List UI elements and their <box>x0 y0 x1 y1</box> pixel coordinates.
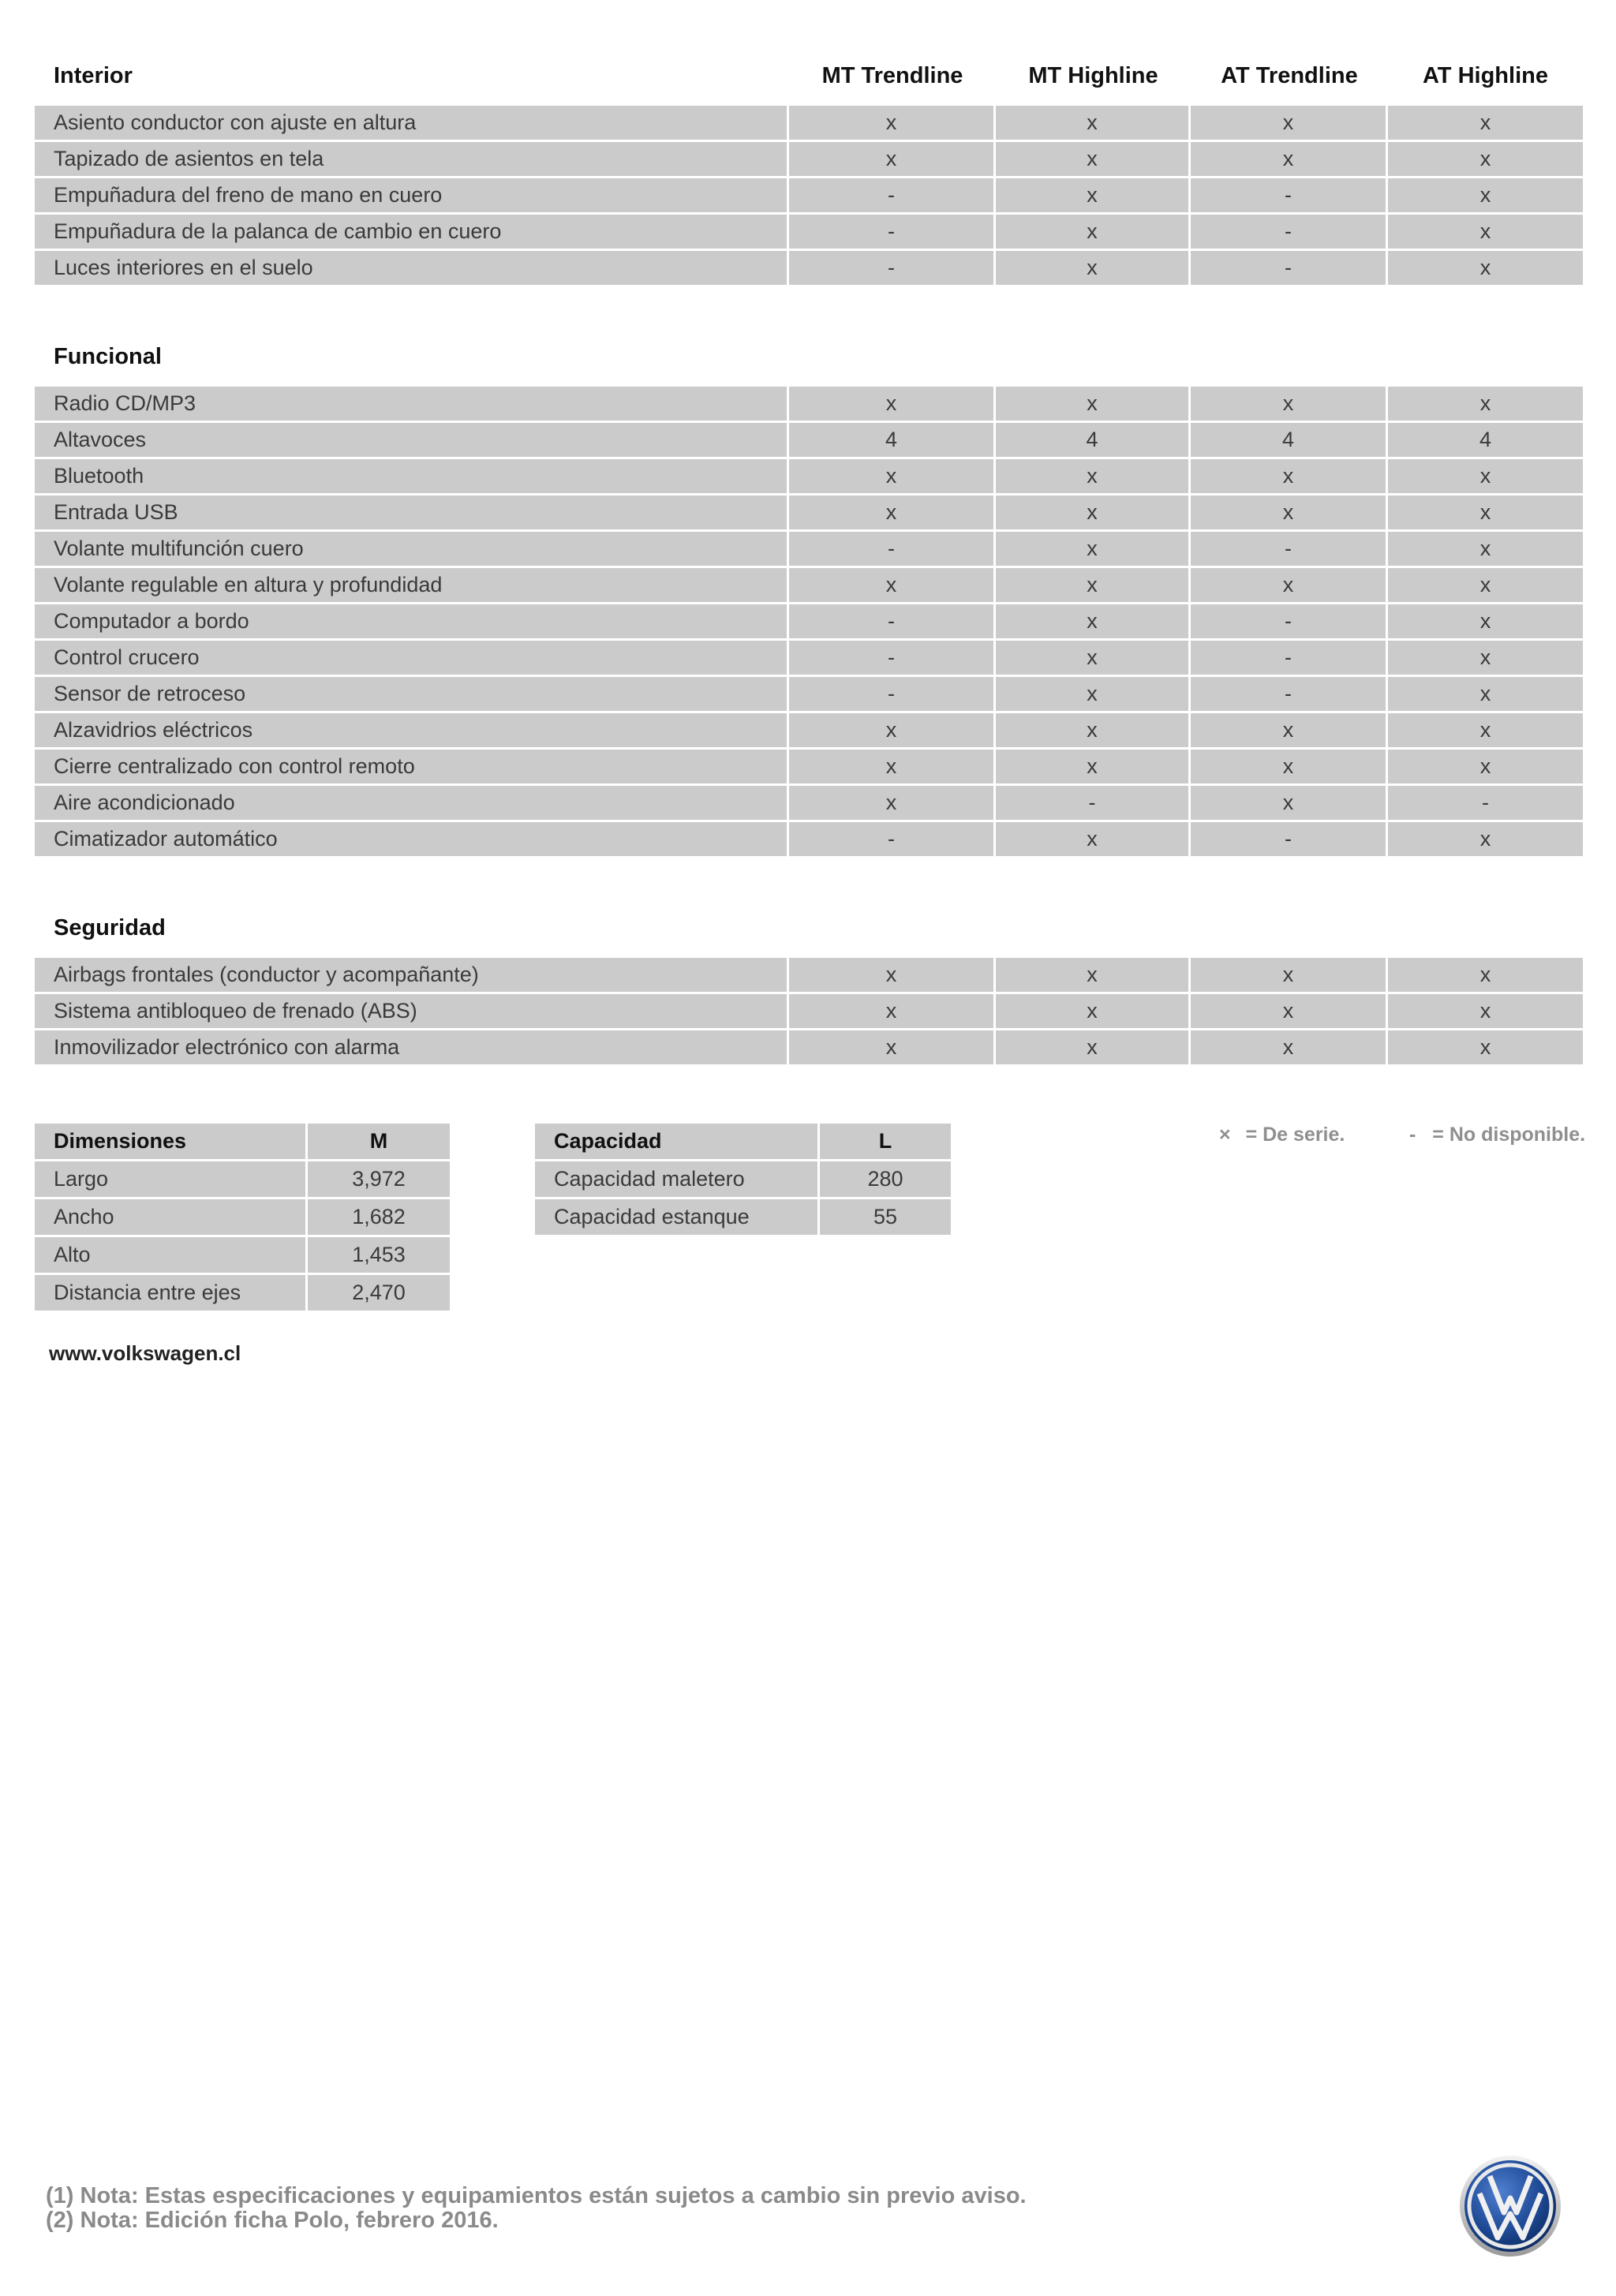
table-row <box>35 251 1583 287</box>
col-mt-highline: MT Highline <box>1028 62 1158 88</box>
table-row <box>35 994 1583 1030</box>
row-value: x <box>996 142 1191 178</box>
row-value: x <box>996 251 1191 287</box>
row-value: x <box>996 495 1191 532</box>
col-at-trendline: AT Trendline <box>1221 62 1358 88</box>
table-row <box>535 1199 951 1237</box>
row-value: x <box>1388 994 1583 1030</box>
table-row <box>35 142 1583 178</box>
row-label: Sensor de retroceso <box>35 677 789 713</box>
row-label: Tapizado de asientos en tela <box>35 142 789 178</box>
table-row <box>35 1199 450 1237</box>
row-label: Altavoces <box>35 423 789 459</box>
table-row <box>35 495 1583 532</box>
row-label: Alto <box>35 1237 308 1275</box>
row-value: x <box>1388 215 1583 251</box>
table-row <box>535 1161 951 1199</box>
row-label: Bluetooth <box>35 459 789 495</box>
footnotes <box>46 2184 1027 2233</box>
row-value: x <box>996 604 1191 641</box>
row-label: Radio CD/MP3 <box>35 387 789 423</box>
row-label: Capacidad maletero <box>535 1161 820 1199</box>
row-value: x <box>789 387 996 423</box>
row-value: x <box>1191 495 1388 532</box>
legend-no-disponible <box>1409 1124 1585 1146</box>
legend-serie <box>1219 1124 1345 1146</box>
legend-no-text: = No disponible. <box>1432 1124 1586 1146</box>
row-label: Computador a bordo <box>35 604 789 641</box>
row-value: x <box>996 822 1191 858</box>
row-value: 1,453 <box>308 1237 450 1275</box>
row-value: x <box>1388 178 1583 215</box>
row-label: Largo <box>35 1161 308 1199</box>
row-value: 55 <box>820 1199 951 1237</box>
row-value: x <box>1191 994 1388 1030</box>
table-row <box>35 178 1583 215</box>
row-value: x <box>1388 958 1583 994</box>
dimensiones-title: Dimensiones <box>35 1124 308 1161</box>
row-label: Ancho <box>35 1199 308 1237</box>
interior-rows <box>35 106 1583 287</box>
row-value: - <box>789 604 996 641</box>
section-title-funcional: Funcional <box>54 343 162 369</box>
row-value: x <box>1388 495 1583 532</box>
row-value: - <box>789 532 996 568</box>
row-value: - <box>789 215 996 251</box>
table-row <box>35 750 1583 786</box>
row-value: x <box>1191 958 1388 994</box>
table-row <box>35 677 1583 713</box>
table-row <box>35 713 1583 750</box>
row-value: x <box>789 1030 996 1067</box>
vw-logo-icon <box>1458 2154 1562 2258</box>
table-row <box>35 1275 450 1313</box>
row-value: - <box>1191 215 1388 251</box>
row-value: x <box>1388 822 1583 858</box>
row-label: Volante regulable en altura y profundidad <box>35 568 789 604</box>
table-row <box>35 822 1583 858</box>
row-value: - <box>1191 178 1388 215</box>
row-value: x <box>789 142 996 178</box>
footnote-2: (2) Nota: Edición ficha Polo, febrero 2016. <box>46 2208 499 2233</box>
interior-section <box>35 46 1583 287</box>
row-value: x <box>789 786 996 822</box>
row-label: Luces interiores en el suelo <box>35 251 789 287</box>
row-value: x <box>996 641 1191 677</box>
row-label: Aire acondicionado <box>35 786 789 822</box>
row-value: - <box>1191 532 1388 568</box>
row-value: - <box>1191 251 1388 287</box>
row-value: x <box>996 106 1191 142</box>
row-value: 280 <box>820 1161 951 1199</box>
dimensiones-table <box>35 1124 450 1313</box>
row-value: x <box>1388 641 1583 677</box>
row-value: x <box>1388 387 1583 423</box>
row-label: Capacidad estanque <box>535 1199 820 1237</box>
dimensiones-header <box>35 1124 450 1161</box>
row-value: x <box>1191 750 1388 786</box>
capacidad-table <box>535 1124 951 1237</box>
capacidad-rows <box>535 1161 951 1237</box>
row-label: Inmovilizador electrónico con alarma <box>35 1030 789 1067</box>
row-label: Volante multifunción cuero <box>35 532 789 568</box>
row-value: x <box>996 677 1191 713</box>
row-label: Cierre centralizado con control remoto <box>35 750 789 786</box>
row-value: x <box>996 958 1191 994</box>
row-value: x <box>996 713 1191 750</box>
table-row <box>35 958 1583 994</box>
seguridad-section <box>35 898 1583 1067</box>
row-value: 3,972 <box>308 1161 450 1199</box>
funcional-rows <box>35 387 1583 858</box>
row-value: x <box>1191 142 1388 178</box>
legend-no-symbol: - <box>1409 1124 1416 1146</box>
table-row <box>35 387 1583 423</box>
row-value: x <box>996 387 1191 423</box>
capacidad-unit: L <box>820 1124 951 1161</box>
row-value: 2,470 <box>308 1275 450 1313</box>
row-value: x <box>1388 750 1583 786</box>
table-row <box>35 459 1583 495</box>
row-value: x <box>1388 1030 1583 1067</box>
row-value: x <box>996 750 1191 786</box>
row-label: Airbags frontales (conductor y acompañante) <box>35 958 789 994</box>
row-value: x <box>996 178 1191 215</box>
row-value: x <box>996 1030 1191 1067</box>
row-value: - <box>1191 604 1388 641</box>
row-value: x <box>1191 786 1388 822</box>
row-value: x <box>1191 106 1388 142</box>
row-value: - <box>789 251 996 287</box>
row-value: x <box>1388 251 1583 287</box>
row-value: x <box>1388 106 1583 142</box>
row-value: - <box>1388 786 1583 822</box>
section-title-seguridad: Seguridad <box>54 914 166 940</box>
table-row <box>35 1161 450 1199</box>
col-mt-trendline: MT Trendline <box>821 62 963 88</box>
row-value: x <box>1388 713 1583 750</box>
footnote-1: (1) Nota: Estas especificaciones y equipamientos están sujetos a cambio sin previo aviso. <box>46 2183 1027 2208</box>
row-value: x <box>1388 142 1583 178</box>
row-value: x <box>789 994 996 1030</box>
row-value: 1,682 <box>308 1199 450 1237</box>
row-value: x <box>996 994 1191 1030</box>
table-row <box>35 215 1583 251</box>
capacidad-title: Capacidad <box>535 1124 820 1161</box>
table-row <box>35 568 1583 604</box>
row-value: - <box>789 822 996 858</box>
table-row <box>35 786 1583 822</box>
row-label: Cimatizador automático <box>35 822 789 858</box>
table-row <box>35 604 1583 641</box>
row-value: 4 <box>789 423 996 459</box>
seguridad-rows <box>35 958 1583 1067</box>
row-value: x <box>1388 459 1583 495</box>
row-value: x <box>1388 568 1583 604</box>
row-value: x <box>1191 568 1388 604</box>
row-value: 4 <box>1191 423 1388 459</box>
row-label: Empuñadura del freno de mano en cuero <box>35 178 789 215</box>
row-value: x <box>789 750 996 786</box>
row-value: 4 <box>1388 423 1583 459</box>
table-row <box>35 1030 1583 1067</box>
row-value: x <box>996 215 1191 251</box>
legend-serie-text: = De serie. <box>1245 1124 1345 1146</box>
row-value: x <box>789 495 996 532</box>
table-row <box>35 1237 450 1275</box>
capacidad-header <box>535 1124 951 1161</box>
row-value: x <box>1191 387 1388 423</box>
row-label: Asiento conductor con ajuste en altura <box>35 106 789 142</box>
col-at-highline: AT Highline <box>1423 62 1548 88</box>
row-value: 4 <box>996 423 1191 459</box>
table-row <box>35 641 1583 677</box>
row-value: - <box>789 677 996 713</box>
row-label: Empuñadura de la palanca de cambio en cuero <box>35 215 789 251</box>
row-value: x <box>789 106 996 142</box>
row-value: x <box>789 459 996 495</box>
section-title-interior: Interior <box>54 62 133 88</box>
row-value: - <box>996 786 1191 822</box>
table-row <box>35 423 1583 459</box>
table-row <box>35 106 1583 142</box>
row-value: x <box>789 568 996 604</box>
row-value: - <box>789 641 996 677</box>
row-value: x <box>789 713 996 750</box>
interior-header <box>35 46 1583 106</box>
row-label: Entrada USB <box>35 495 789 532</box>
funcional-section <box>35 327 1583 858</box>
row-value: - <box>1191 641 1388 677</box>
row-value: x <box>996 568 1191 604</box>
row-label: Alzavidrios eléctricos <box>35 713 789 750</box>
row-label: Sistema antibloqueo de frenado (ABS) <box>35 994 789 1030</box>
website-link[interactable]: www.volkswagen.cl <box>49 1341 241 1365</box>
row-value: x <box>996 532 1191 568</box>
table-row <box>35 532 1583 568</box>
legend-serie-symbol: × <box>1219 1124 1231 1146</box>
row-value: x <box>1388 604 1583 641</box>
row-value: x <box>1191 713 1388 750</box>
row-label: Control crucero <box>35 641 789 677</box>
dimensiones-unit: M <box>308 1124 450 1161</box>
row-value: - <box>1191 677 1388 713</box>
row-value: - <box>789 178 996 215</box>
row-value: x <box>789 958 996 994</box>
dimensiones-rows <box>35 1161 450 1313</box>
row-value: - <box>1191 822 1388 858</box>
row-label: Distancia entre ejes <box>35 1275 308 1313</box>
row-value: x <box>1191 1030 1388 1067</box>
row-value: x <box>1191 459 1388 495</box>
row-value: x <box>1388 677 1583 713</box>
row-value: x <box>996 459 1191 495</box>
row-value: x <box>1388 532 1583 568</box>
